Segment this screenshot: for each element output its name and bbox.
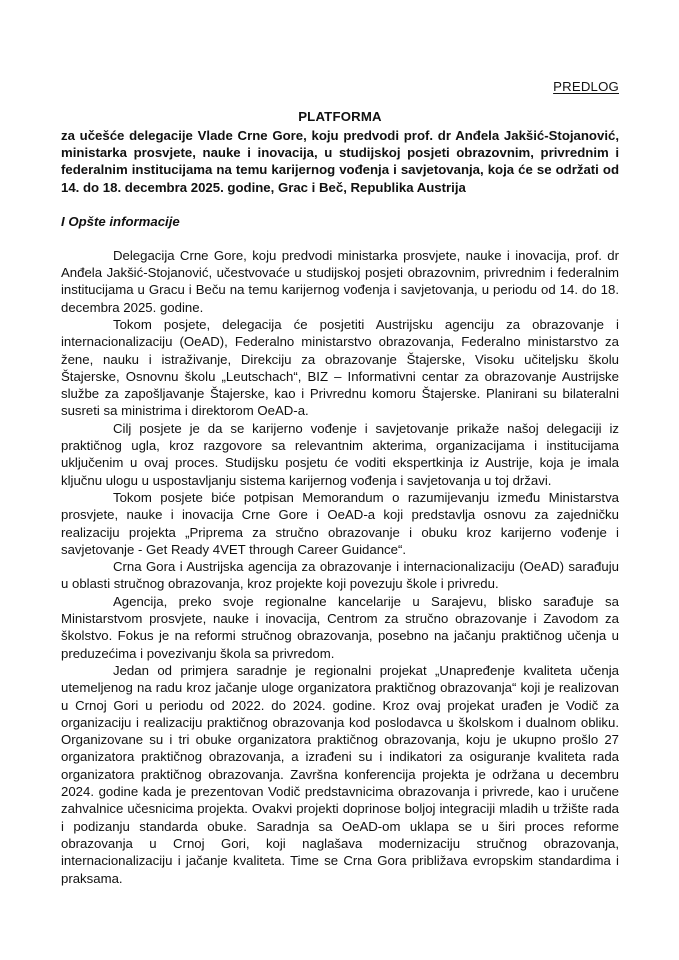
document-classification-label: PREDLOG xyxy=(553,79,619,94)
paragraph: Tokom posjete biće potpisan Memorandum o razumijevanju između Ministarstva prosvjete, nauke i inovacija Crne Gore i OeAD-a koji predstavlja osnovu za zajedničku realizaciju projekta „Priprema za stručno obrazovanje i obuku kroz karijerno vođenje i savjetovanje - Get Ready 4VET through Career Guidance“. xyxy=(61,489,619,557)
paragraph: Delegacija Crne Gore, koju predvodi ministarka prosvjete, nauke i inovacija, prof. dr Anđela Jakšić-Stojanović, učestvovaće u studijskoj posjeti obrazovnim, privrednim i federalnim institucijama u Gracu i Beču na temu karijernog vođenja i savjetovanja, u periodu od 14. do 18. decembra 2025. godine. xyxy=(61,247,619,315)
section-heading-general-information: I Opšte informacije xyxy=(61,213,180,229)
document-content xyxy=(61,0,619,887)
paragraph: Tokom posjete, delegacija će posjetiti Austrijsku agenciju za obrazovanje i internacionalizaciju (OeAD), Federalno ministarstvo obrazovanja, Federalno ministarstvo za žene, nauku i istraživanje, Direkciju za obrazovanje Štajerske, Visoku učiteljsku školu Štajerske, Osnovnu školu „Leutschach“, BIZ – Informativni centar za obrazovanje Austrijske službe za zapošljavanje Štajerske, kao i Privrednu komoru Štajerske. Planirani su bilateralni susreti sa ministrima i direktorom OeAD-a. xyxy=(61,317,619,419)
paragraph: Jedan od primjera saradnje je regionalni projekat „Unapređenje kvaliteta učenja utemeljenog na radu kroz jačanje uloge organizatora praktičnog obrazovanja“ koji je realizovan u Crnoj Gori u periodu od 2022. do 2024. godine. Kroz ovaj projekat urađen je Vodič za organizaciju i realizaciju praktičnog obrazovanja kod poslodavca u školskom i dualnom obliku. Organizovane su i tri obuke organizatora praktičnog obrazovanja, koju je ukupno prošlo 27 organizatora praktičnog obrazovanja, a izrađeni su i indikatori za osiguranje kvaliteta rada organizatora praktičnog obrazovanja. Završna konferencija projekta je održana u decembru 2024. godine kada je prezentovan Vodič predstavnicima obrazovanja i privrede, kao i uručene zahvalnice učesnicima projekta. Ovakvi projekti doprinose boljoj integraciji mladih u tržište rada i podizanju standarda obuke. Saradnja sa OeAD-om uklapa se u širi proces reforme obrazovanja u Crnoj Gori, koji naglašava modernizaciju stručnog obrazovanja, internacionalizaciju i jačanje kvaliteta. Time se Crna Gora približava evropskim standardima i praksama. xyxy=(61,662,619,886)
document-title: PLATFORMA xyxy=(298,109,382,124)
paragraph: Crna Gora i Austrijska agencija za obrazovanje i internacionalizaciju (OeAD) sarađuju u oblasti stručnog obrazovanja, kroz projekte koji povezuju škole i privredu. xyxy=(61,559,619,592)
document-subtitle: za učešće delegacije Vlade Crne Gore, koju predvodi prof. dr Anđela Jakšić-Stojanović, ministarka prosvjete, nauke i inovacija, u studijskoj posjeti obrazovnim, privrednim i federalnim institucijama na temu karijernog vođenja i savjetovanja, koja će se održati od 14. do 18. decembra 2025. godine, Grac i Beč, Republika Austrija xyxy=(61,128,619,195)
paragraph: Agencija, preko svoje regionalne kancelarije u Sarajevu, blisko sarađuje sa Ministarstvom prosvjete, nauke i inovacija, Centrom za stručno obrazovanje i Zavodom za školstvo. Fokus je na reformi stručnog obrazovanja, posebno na jačanju praktičnog učenja u preduzećima i povezivanju škola sa privredom. xyxy=(61,593,619,661)
paragraph: Cilj posjete je da se karijerno vođenje i savjetovanje prikaže našoj delegaciji iz praktičnog ugla, kroz razgovore sa relevantnim akterima, organizacijama i institucijama uključenim u ovaj proces. Studijsku posjetu će voditi ekspertkinja iz Austrije, koja je imala ključnu ulogu u uspostavljanju sistema karijernog vođenja i savjetovanja u toj državi. xyxy=(61,420,619,488)
document-body xyxy=(61,247,619,887)
document-classification-mark xyxy=(61,0,619,95)
